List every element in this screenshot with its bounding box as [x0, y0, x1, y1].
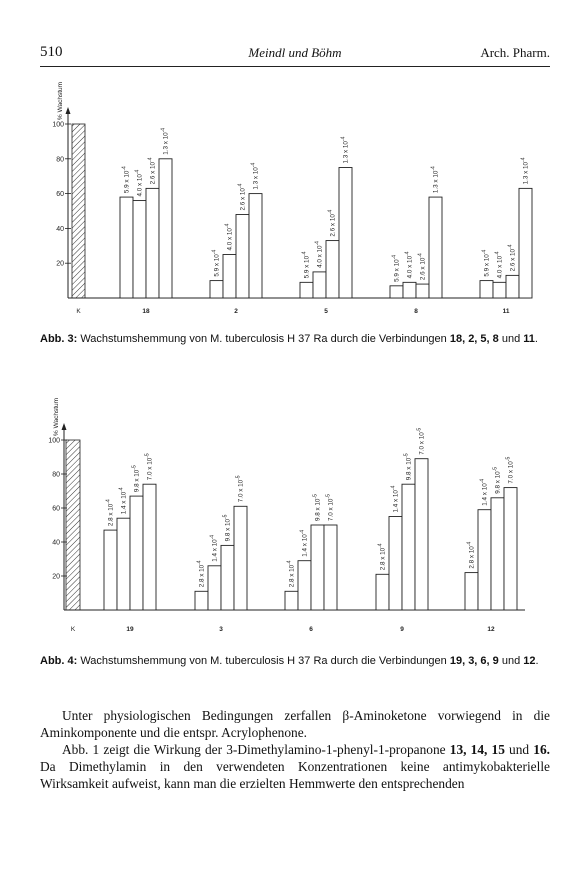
- group-label: 12: [487, 626, 495, 633]
- concentration-label: 4.0 x $10^{-4}$: [134, 169, 144, 197]
- concentration-label: 2.8 x $10^{-4}$: [466, 541, 476, 569]
- y-tick-label: 80: [52, 471, 60, 479]
- p2-compound-16: 16.: [533, 742, 551, 757]
- concentration-label: 2.8 x $10^{-4}$: [286, 560, 296, 588]
- bar: [416, 284, 429, 298]
- group-label: 8: [414, 308, 418, 315]
- concentration-label: 9.8 x $10^{-5}$: [492, 466, 502, 494]
- concentration-label: 1.4 x $10^{-4}$: [118, 487, 128, 515]
- bar: [300, 282, 313, 298]
- page-number: 510: [40, 44, 63, 60]
- bar: [130, 496, 143, 610]
- concentration-label: 1.4 x $10^{-4}$: [479, 478, 489, 506]
- concentration-label: 2.6 x $10^{-4}$: [147, 157, 157, 185]
- bar: [223, 255, 236, 299]
- paragraph-1: Unter physiologischen Bedingungen zerfallen β-Aminoketone vorwiegend in die Aminkomponente und die entspr. Acrylophenone.: [40, 708, 550, 740]
- bar: [104, 530, 117, 610]
- concentration-label: 1.3 x $10^{-4}$: [520, 157, 530, 185]
- y-tick-label: 100: [52, 121, 64, 129]
- group-label: 18: [142, 308, 150, 315]
- bar: [236, 214, 249, 298]
- control-label: K: [76, 308, 81, 315]
- bar: [143, 484, 156, 610]
- y-axis-arrow: [66, 107, 71, 114]
- figure-4-caption: [40, 655, 550, 667]
- concentration-label: 7.0 x $10^{-5}$: [235, 475, 245, 503]
- control-label: K: [70, 626, 76, 633]
- concentration-label: 7.0 x $10^{-5}$: [505, 456, 515, 484]
- bar: [210, 281, 223, 298]
- y-tick-label: 100: [48, 437, 60, 445]
- journal-name: Arch. Pharm.: [480, 45, 550, 60]
- p2-part-a: Abb. 1 zeigt die Wirkung der 3-Dimethylamino-1-phenyl-1-propanone: [62, 742, 450, 757]
- concentration-label: 5.9 x $10^{-4}$: [391, 254, 401, 282]
- caption-und: und: [498, 655, 524, 667]
- bar: [491, 498, 504, 610]
- group-label: 9: [400, 626, 404, 633]
- bar: [311, 525, 324, 610]
- group-label: 6: [309, 626, 313, 633]
- figure-4-bar-chart: [0, 385, 588, 640]
- concentration-label: 1.3 x $10^{-4}$: [160, 127, 170, 155]
- y-axis-label: % Wachstum: [53, 397, 60, 436]
- concentration-label: 2.8 x $10^{-4}$: [377, 543, 387, 571]
- bar: [133, 201, 146, 298]
- group-label: 19: [126, 626, 134, 633]
- concentration-label: 1.3 x $10^{-4}$: [430, 166, 440, 194]
- caption-text: Wachstumshemmung von M. tuberculosis H 37 Ra durch die Verbindungen: [77, 333, 450, 345]
- group-label: 3: [219, 626, 223, 633]
- p2-part-e: Da Dimethylamin in den verwendeten Konzentrationen keine antimykobakterielle Wirksamkeit aufweist, kann man die erzielten Hemmwerte den entsprechenden: [40, 759, 550, 791]
- concentration-label: 4.0 x $10^{-4}$: [494, 251, 504, 279]
- bar: [390, 286, 403, 298]
- concentration-label: 9.8 x $10^{-5}$: [222, 514, 232, 542]
- concentration-label: 1.3 x $10^{-4}$: [250, 162, 260, 190]
- concentration-label: 1.4 x $10^{-4}$: [299, 529, 309, 557]
- caption-label: Abb. 3:: [40, 333, 78, 345]
- bar: [480, 281, 493, 298]
- concentration-label: 2.6 x $10^{-4}$: [237, 183, 247, 211]
- figure-3-caption: [40, 333, 550, 345]
- y-tick-label: 80: [56, 156, 64, 164]
- concentration-label: 2.6 x $10^{-4}$: [417, 253, 427, 281]
- bar: [389, 517, 402, 611]
- y-tick-label: 20: [56, 260, 64, 268]
- paragraph-2: [40, 741, 550, 792]
- bar: [313, 272, 326, 298]
- bar: [195, 591, 208, 610]
- concentration-label: 5.9 x $10^{-4}$: [211, 249, 221, 277]
- bar: [285, 591, 298, 610]
- p2-und: und: [504, 742, 534, 757]
- bar: [326, 241, 339, 298]
- caption-last-compound: 12: [523, 655, 536, 667]
- concentration-label: 4.0 x $10^{-4}$: [224, 223, 234, 251]
- bar: [117, 518, 130, 610]
- running-header: [40, 44, 550, 67]
- bar: [249, 194, 262, 298]
- concentration-label: 1.4 x $10^{-4}$: [390, 485, 400, 513]
- group-label: 2: [234, 308, 238, 315]
- bar: [208, 566, 221, 610]
- running-authors: Meindl und Böhm: [248, 45, 342, 60]
- bar: [465, 573, 478, 610]
- bar: [376, 574, 389, 610]
- y-tick-label: 40: [52, 539, 60, 547]
- bar: [324, 525, 337, 610]
- concentration-label: 1.3 x $10^{-4}$: [340, 136, 350, 164]
- caption-und: und: [498, 333, 524, 345]
- concentration-label: 2.6 x $10^{-4}$: [507, 244, 517, 272]
- y-tick-label: 40: [56, 225, 64, 233]
- group-label: 11: [502, 308, 510, 315]
- concentration-label: 9.8 x $10^{-5}$: [403, 453, 413, 481]
- caption-compounds: 19, 3, 6, 9: [449, 655, 499, 667]
- control-bar: [72, 124, 85, 298]
- bar: [504, 488, 517, 610]
- control-bar: [66, 440, 80, 610]
- caption-label: Abb. 4:: [40, 655, 78, 667]
- bar: [506, 275, 519, 298]
- concentration-label: 2.6 x $10^{-4}$: [327, 209, 337, 237]
- concentration-label: 7.0 x $10^{-5}$: [144, 453, 154, 481]
- bar: [478, 510, 491, 610]
- concentration-label: 4.0 x $10^{-4}$: [404, 251, 414, 279]
- bar: [298, 561, 311, 610]
- concentration-label: 9.8 x $10^{-5}$: [131, 465, 141, 493]
- concentration-label: 1.4 x $10^{-4}$: [209, 534, 219, 562]
- concentration-label: 2.8 x $10^{-4}$: [196, 560, 206, 588]
- bar: [493, 282, 506, 298]
- group-label: 5: [324, 308, 328, 315]
- bar: [339, 168, 352, 299]
- y-tick-label: 20: [52, 573, 60, 581]
- bar: [120, 197, 133, 298]
- concentration-label: 7.0 x $10^{-5}$: [416, 427, 426, 455]
- bar: [234, 506, 247, 610]
- concentration-label: 5.9 x $10^{-4}$: [121, 166, 131, 194]
- bar: [402, 484, 415, 610]
- p2-compounds: 13, 14, 15: [449, 742, 505, 757]
- caption-last-compound: 11: [523, 333, 535, 345]
- concentration-label: 5.9 x $10^{-4}$: [301, 251, 311, 279]
- bar: [146, 188, 159, 298]
- bar: [159, 159, 172, 298]
- bar: [429, 197, 442, 298]
- bar: [221, 545, 234, 610]
- bar: [415, 459, 428, 610]
- concentration-label: 7.0 x $10^{-5}$: [325, 494, 335, 521]
- caption-end: .: [534, 333, 538, 345]
- caption-compounds: 18, 2, 5, 8: [449, 333, 499, 345]
- concentration-label: 4.0 x $10^{-4}$: [314, 241, 324, 268]
- bar: [403, 282, 416, 298]
- concentration-label: 9.8 x $10^{-5}$: [312, 494, 322, 521]
- figure-3-bar-chart: [0, 80, 588, 315]
- y-axis-arrow: [62, 423, 67, 430]
- caption-end: .: [535, 655, 539, 667]
- caption-text: Wachstumshemmung von M. tuberculosis H 37 Ra durch die Verbindungen: [77, 655, 450, 667]
- bar: [519, 188, 532, 298]
- y-tick-label: 60: [56, 191, 64, 199]
- y-tick-label: 60: [52, 505, 60, 513]
- concentration-label: 5.9 x $10^{-4}$: [481, 249, 491, 277]
- y-axis-label: % Wachstum: [57, 81, 64, 120]
- body-text: [40, 707, 550, 792]
- concentration-label: 2.8 x $10^{-4}$: [105, 499, 115, 527]
